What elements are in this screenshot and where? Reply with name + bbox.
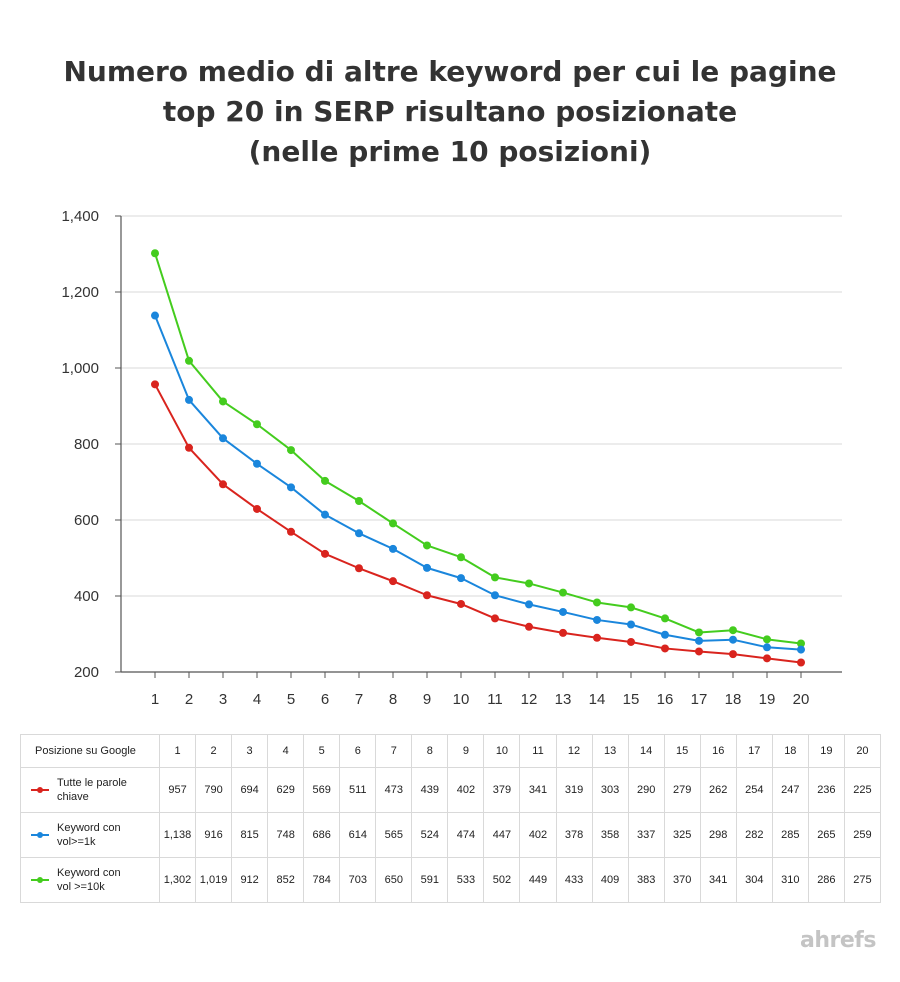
data-point [797,659,805,667]
y-tick-label: 1,000 [61,360,99,377]
table-cell: 686 [304,813,340,858]
data-point [389,545,397,553]
chart-title-line-1: Numero medio di altre keyword per cui le pagine [63,55,837,88]
table-cell: 784 [304,858,340,903]
table-cell: 957 [160,768,196,813]
table-cell: 565 [376,813,412,858]
data-point [491,591,499,599]
table-header-cell: 15 [664,735,700,768]
table-cell: 474 [448,813,484,858]
table-cell: 694 [232,768,268,813]
data-point [185,444,193,452]
x-tick-label: 9 [422,691,432,708]
table-cell: 383 [628,858,664,903]
data-point [525,579,533,587]
table-cell: 303 [592,768,628,813]
data-point [559,629,567,637]
data-point [219,397,227,405]
data-point [185,357,193,365]
table-header-cell: 11 [520,735,556,768]
chart-title [0,52,900,172]
data-point [423,591,431,599]
x-tick-label: 20 [792,691,810,708]
table-cell: 511 [340,768,376,813]
table-cell: 358 [592,813,628,858]
y-tick-label: 600 [73,512,99,529]
table-cell: 298 [700,813,736,858]
data-point [151,312,159,320]
data-point [763,643,771,651]
y-tick-label: 1,200 [61,284,99,301]
x-tick-label: 10 [452,691,470,708]
data-point [525,623,533,631]
table-cell: 524 [412,813,448,858]
data-point [559,608,567,616]
table-header-cell: 3 [232,735,268,768]
table-header-cell: 13 [592,735,628,768]
data-point [389,577,397,585]
series-line [155,384,801,662]
table-header-label-cell [21,735,160,768]
x-tick-label: 16 [656,691,674,708]
data-point [287,446,295,454]
data-point [729,650,737,658]
x-tick-label: 3 [218,691,228,708]
table-header-cell: 19 [808,735,844,768]
data-point [627,638,635,646]
x-tick-label: 12 [520,691,538,708]
table-cell: 748 [268,813,304,858]
table-cell: 447 [484,813,520,858]
row-label-cell [21,858,160,903]
x-tick-label: 17 [690,691,708,708]
table-header-cell: 12 [556,735,592,768]
table-cell: 262 [700,768,736,813]
table-cell: 790 [196,768,232,813]
table-cell: 449 [520,858,556,903]
legend-marker [31,785,49,795]
table-cell: 378 [556,813,592,858]
data-point [593,598,601,606]
table-cell: 912 [232,858,268,903]
data-point [253,505,261,513]
row-label: Tutte le parole chiave [57,777,127,803]
data-point [661,631,669,639]
x-tick-label: 8 [388,691,398,708]
x-tick-label: 11 [487,691,503,708]
data-point [593,616,601,624]
x-tick-label: 13 [554,691,572,708]
table-cell: 275 [844,858,880,903]
data-point [729,626,737,634]
table-header-cell: 6 [340,735,376,768]
table-header-cell: 18 [772,735,808,768]
data-point [321,511,329,519]
data-table [20,734,881,903]
table-cell: 247 [772,768,808,813]
table-cell: 341 [520,768,556,813]
table-header-cell: 2 [196,735,232,768]
data-point [423,564,431,572]
table-row [21,768,881,813]
data-point [321,477,329,485]
table-cell: 916 [196,813,232,858]
data-point [797,646,805,654]
data-point [219,480,227,488]
data-point [763,654,771,662]
data-point [763,635,771,643]
data-point [355,497,363,505]
table-cell: 282 [736,813,772,858]
table-cell: 236 [808,768,844,813]
table-cell: 433 [556,858,592,903]
data-point [559,589,567,597]
table-cell: 533 [448,858,484,903]
data-point [321,550,329,558]
table-cell: 473 [376,768,412,813]
data-point [253,420,261,428]
table-header-cell: 1 [160,735,196,768]
data-point [253,460,261,468]
data-point [627,621,635,629]
y-tick-label: 400 [73,588,99,605]
table-cell: 285 [772,813,808,858]
table-cell: 1,138 [160,813,196,858]
data-point [457,574,465,582]
data-point [355,564,363,572]
data-point [151,249,159,257]
data-point [525,600,533,608]
table-cell: 1,302 [160,858,196,903]
data-point [593,634,601,642]
table-cell: 304 [736,858,772,903]
table-cell: 319 [556,768,592,813]
x-tick-label: 4 [252,691,262,708]
table-cell: 286 [808,858,844,903]
x-tick-label: 1 [150,691,160,708]
table-cell: 703 [340,858,376,903]
data-point [457,553,465,561]
table-cell: 629 [268,768,304,813]
table-cell: 402 [520,813,556,858]
table-header-cell: 10 [484,735,520,768]
table-header-row [21,735,881,768]
x-tick-label: 15 [622,691,640,708]
y-tick-label: 200 [73,664,99,681]
table-row [21,813,881,858]
table-header-cell: 8 [412,735,448,768]
series-line [155,316,801,650]
data-point [627,603,635,611]
row-label-cell [21,768,160,813]
table-cell: 402 [448,768,484,813]
table-header-cell: 5 [304,735,340,768]
table-cell: 290 [628,768,664,813]
data-point [287,528,295,536]
row-label-cell [21,813,160,858]
table-header-label: Posizione su Google [35,745,136,757]
x-tick-label: 5 [286,691,296,708]
table-cell: 265 [808,813,844,858]
x-tick-label: 19 [758,691,776,708]
table-cell: 502 [484,858,520,903]
legend-marker [31,830,49,840]
table-cell: 569 [304,768,340,813]
table-header-cell: 9 [448,735,484,768]
data-point [151,380,159,388]
data-point [219,434,227,442]
ahrefs-logo: ahrefs [800,928,876,953]
table-header-cell: 20 [844,735,880,768]
data-point [661,614,669,622]
chart-title-line-3: (nelle prime 10 posizioni) [248,135,652,168]
x-tick-label: 6 [320,691,330,708]
table-cell: 341 [700,858,736,903]
table-cell: 1,019 [196,858,232,903]
table-header-cell: 16 [700,735,736,768]
y-tick-label: 1,400 [61,208,99,225]
table-header-cell: 4 [268,735,304,768]
legend-marker [31,875,49,885]
data-point [287,483,295,491]
chart-title-line-2: top 20 in SERP risultano posizionate [162,95,738,128]
table-cell: 279 [664,768,700,813]
data-point [389,519,397,527]
table-cell: 225 [844,768,880,813]
table-cell: 310 [772,858,808,903]
table-cell: 852 [268,858,304,903]
table-header-cell: 7 [376,735,412,768]
y-tick-label: 800 [73,436,99,453]
x-tick-label: 18 [724,691,742,708]
data-point [423,541,431,549]
table-cell: 370 [664,858,700,903]
row-label: Keyword con vol >=10k [57,867,121,893]
data-point [491,573,499,581]
x-tick-label: 2 [184,691,194,708]
table-cell: 337 [628,813,664,858]
table-cell: 409 [592,858,628,903]
table-cell: 614 [340,813,376,858]
line-chart [0,190,900,720]
data-point [729,636,737,644]
table-cell: 379 [484,768,520,813]
table-cell: 815 [232,813,268,858]
table-cell: 254 [736,768,772,813]
table-cell: 259 [844,813,880,858]
data-point [185,396,193,404]
data-point [695,637,703,645]
data-point [695,628,703,636]
table-cell: 650 [376,858,412,903]
table-cell: 591 [412,858,448,903]
table-header-cell: 17 [736,735,772,768]
table-header-cell: 14 [628,735,664,768]
row-label: Keyword con vol>=1k [57,822,121,848]
table-row [21,858,881,903]
data-point [695,647,703,655]
table-cell: 325 [664,813,700,858]
table-cell: 439 [412,768,448,813]
data-point [355,529,363,537]
data-point [457,600,465,608]
data-point [491,614,499,622]
x-tick-label: 14 [588,691,606,708]
series-line [155,253,801,643]
data-point [661,644,669,652]
x-tick-label: 7 [354,691,364,708]
